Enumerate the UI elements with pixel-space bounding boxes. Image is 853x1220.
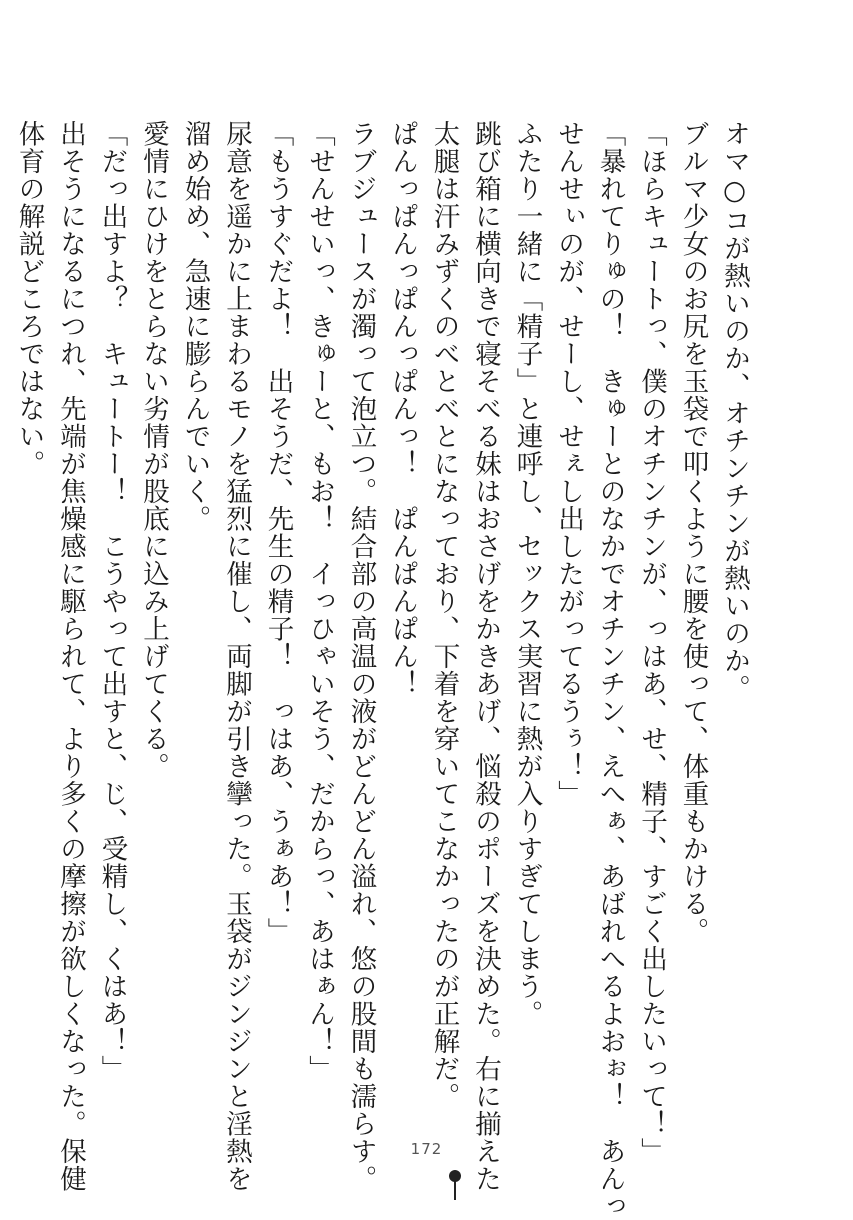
text-line: 「せんせいっ、きゅーと、もお！ イっひゃいそう、だからっ、あはぁん！」: [304, 120, 335, 1083]
text-line: ラブジュースが濁って泡立つ。結合部の高温の液がどんどん溢れ、悠の股間も濡らす。: [345, 120, 377, 1193]
text-line: 「暴れてりゅの！ きゅーとのなかでオチンチン、えへぁ、あばれへるよおぉ！ あんっ: [594, 120, 626, 1220]
text-line: 愛情にひけをとらない劣情が股底に込み上げてくる。: [138, 120, 169, 780]
text-line: 出そうになるにつれ、先端が焦燥感に駆られて、より多くの摩擦が欲しくなった。保健: [55, 120, 86, 1193]
text-line: オマ○コが熱いのか、オチンチンが熱いのか。: [719, 120, 750, 702]
text-line: せんせぃのが、せーし、せぇし出したがってるうぅ！」: [553, 120, 584, 808]
text-line: ぱんっぱんっぱんっぱんっ！ ぱんぱんぱん！: [387, 120, 418, 698]
page-number: 172: [410, 1140, 443, 1158]
marker-line: [454, 1180, 456, 1200]
text-line: 溜め始め、急速に膨らんでいく。: [179, 120, 211, 533]
text-line: ブルマ少女のお尻を玉袋で叩くように腰を使って、体重もかける。: [677, 120, 709, 945]
text-line: 尿意を遥かに上まわるモノを猛烈に催し、両脚が引き攣った。玉袋がジンジンと淫熱を: [221, 120, 252, 1193]
text-line: 「ほらキュートっ、僕のオチンチンが、っはあ、せ、精子、すごく出したいって！」: [636, 120, 667, 1165]
text-line: 「だっ出すよ？ キュートー！ こうやって出すと、じ、受精し、くはあ！」: [96, 120, 128, 1083]
text-line: 「もうすぐだよ！ 出そうだ、先生の精子！ っはあ、うぁあ！」: [262, 120, 294, 945]
text-line: ふたり一緒に「精子」と連呼し、セックス実習に熱が入りすぎてしまう。: [511, 120, 543, 1028]
text-line: 太腿は汗みずくのべとべとになっており、下着を穿いてこなかったのが正解だ。: [428, 120, 460, 1110]
text-line: 跳び箱に横向きで寝そべる妹はおさげをかきあげ、悩殺のポーズを決めた。右に揃えた: [470, 120, 501, 1193]
page-marker-icon: [449, 1170, 461, 1200]
text-line: 体育の解説どころではない。: [13, 120, 45, 478]
